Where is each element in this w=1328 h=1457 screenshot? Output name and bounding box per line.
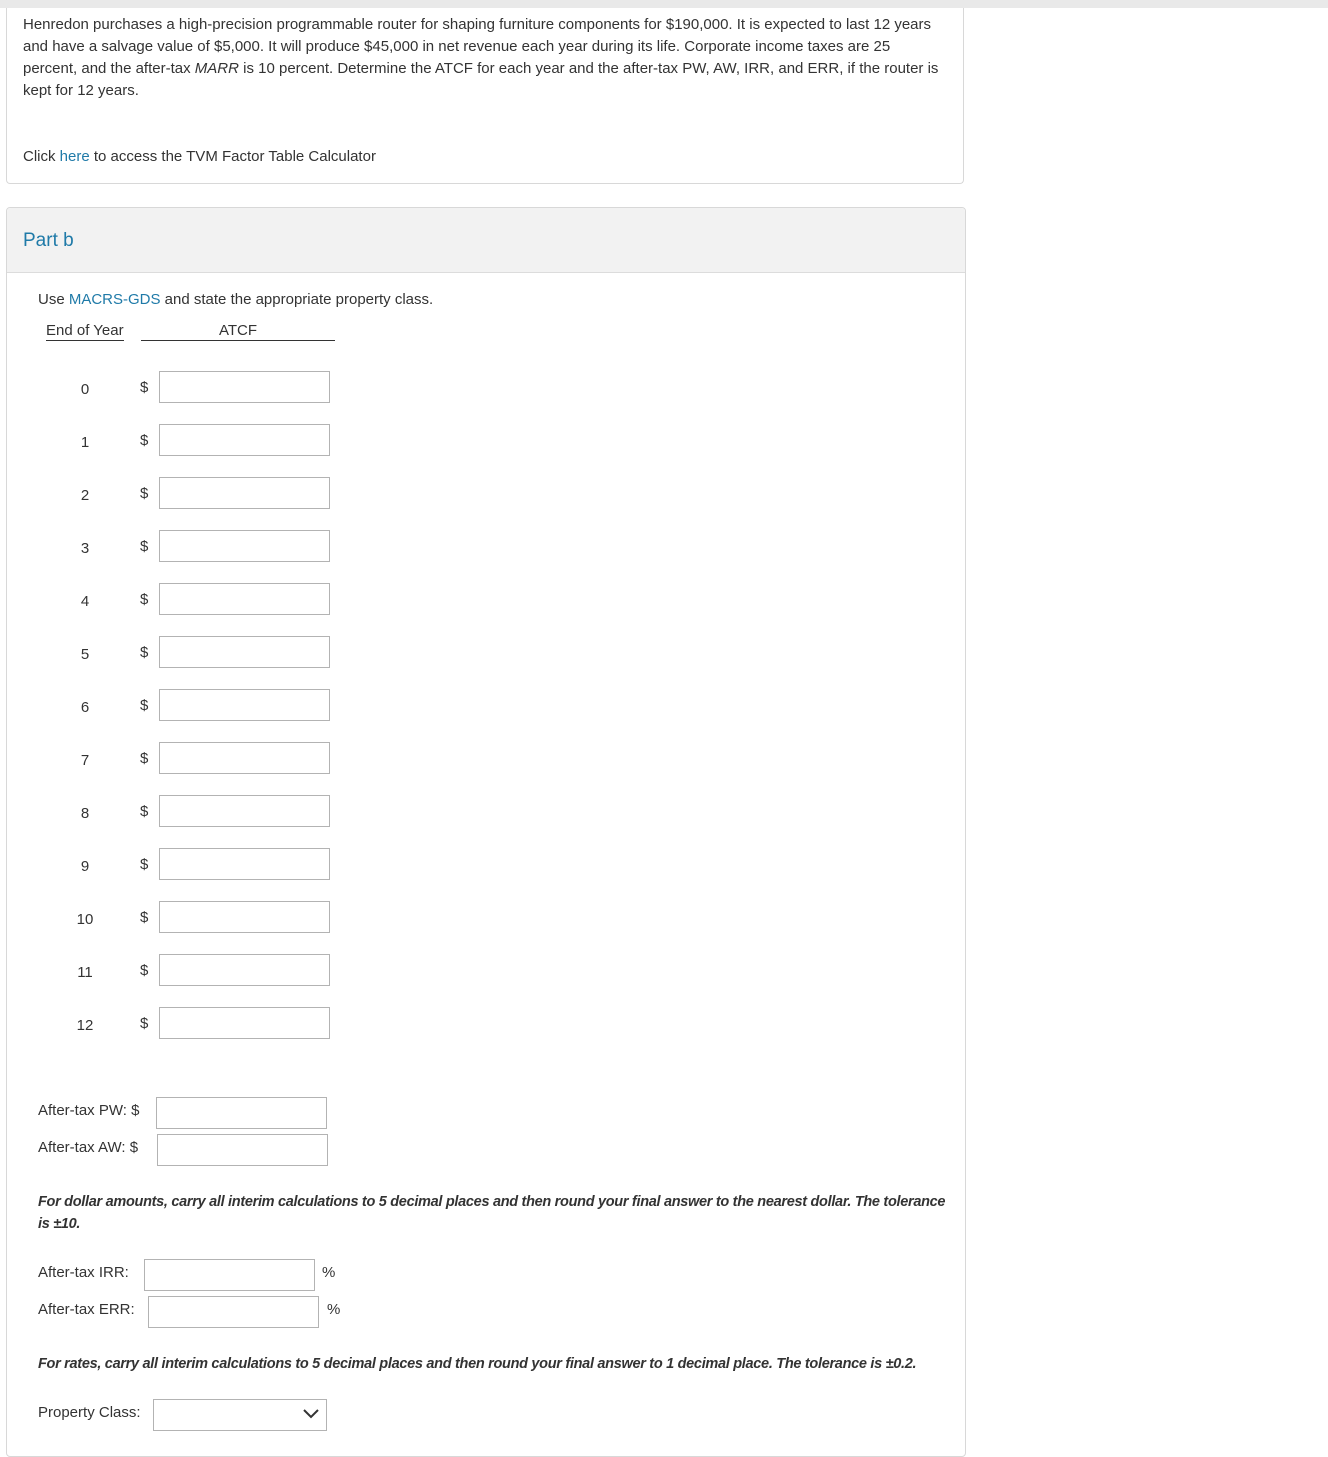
atcf-row: [7, 371, 407, 424]
after-tax-irr-input[interactable]: [144, 1259, 315, 1291]
dollar-sign: $: [140, 750, 149, 767]
dollar-sign: $: [140, 538, 149, 555]
year-label: 8: [80, 805, 90, 822]
year-label: 10: [76, 911, 94, 928]
question-text-part-2: is 10 percent. Determine the ATCF for each year and the after-tax PW, AW, IRR, and ERR, if the router is kept for 12 years.: [23, 60, 939, 99]
question-text: [23, 14, 943, 102]
atcf-input-year-10[interactable]: [159, 901, 330, 933]
atcf-row: [7, 530, 407, 583]
after-tax-err-input[interactable]: [148, 1296, 319, 1328]
dollar-sign: $: [140, 697, 149, 714]
instr-prefix: Use: [38, 291, 69, 308]
atcf-input-year-7[interactable]: [159, 742, 330, 774]
year-label: 4: [80, 593, 90, 610]
property-class-label: Property Class:: [38, 1404, 141, 1421]
column-header-atcf: ATCF: [141, 322, 335, 341]
atcf-row: [7, 795, 407, 848]
atcf-input-year-2[interactable]: [159, 477, 330, 509]
year-label: 2: [80, 487, 90, 504]
after-tax-irr-label: After-tax IRR:: [38, 1264, 129, 1281]
year-label: 6: [80, 699, 90, 716]
year-label: 9: [80, 858, 90, 875]
tvm-suffix: to access the TVM Factor Table Calculator: [89, 148, 376, 165]
atcf-row: [7, 689, 407, 742]
atcf-input-year-3[interactable]: [159, 530, 330, 562]
year-label: 12: [76, 1017, 94, 1034]
irr-percent-sign: %: [322, 1264, 336, 1281]
after-tax-pw-input[interactable]: [156, 1097, 327, 1129]
after-tax-pw-label: After-tax PW: $: [38, 1102, 140, 1119]
rate-rounding-note: For rates, carry all interim calculations to 5 decimal places and then round your final answer to 1 decimal place. The tolerance is ±0.2.: [38, 1356, 917, 1372]
atcf-row: [7, 424, 407, 477]
atcf-row: [7, 848, 407, 901]
year-label: 5: [80, 646, 90, 663]
tvm-prefix: Click: [23, 148, 60, 165]
atcf-row: [7, 1007, 407, 1060]
after-tax-err-label: After-tax ERR:: [38, 1301, 135, 1318]
dollar-sign: $: [140, 962, 149, 979]
macrs-gds-link[interactable]: MACRS-GDS: [68, 291, 161, 308]
column-header-end-of-year: End of Year: [46, 322, 124, 339]
err-percent-sign: %: [327, 1301, 341, 1318]
year-label: 7: [80, 752, 90, 769]
dollar-sign: $: [140, 485, 149, 502]
atcf-input-year-12[interactable]: [159, 1007, 330, 1039]
instr-suffix: and state the appropriate property class.: [160, 291, 434, 308]
atcf-row: [7, 583, 407, 636]
tvm-line: [23, 148, 376, 165]
part-title: Part b: [23, 230, 74, 251]
dollar-sign: $: [140, 1015, 149, 1032]
top-bar: [0, 0, 1328, 8]
dollar-sign: $: [140, 591, 149, 608]
atcf-input-year-0[interactable]: [159, 371, 330, 403]
atcf-input-year-8[interactable]: [159, 795, 330, 827]
part-instructions: [38, 291, 433, 308]
atcf-row: [7, 477, 407, 530]
after-tax-aw-input[interactable]: [157, 1134, 328, 1166]
dollar-sign: $: [140, 379, 149, 396]
property-class-select[interactable]: [153, 1399, 327, 1431]
marr-term: MARR: [194, 60, 239, 77]
question-text-part-1: Henredon purchases a high-precision programmable router for shaping furniture components for $190,000. It is expected to last 12 years and have a salvage value of $5,000. It will produce $45,000 in net revenue each year during its life. Corporate income taxes are 25 percent, and the after-tax: [23, 16, 932, 77]
atcf-input-year-5[interactable]: [159, 636, 330, 668]
dollar-rounding-note: For dollar amounts, carry all interim calculations to 5 decimal places and then round your final answer to the nearest dollar. The tolerance is ±10.: [38, 1194, 946, 1232]
atcf-input-year-1[interactable]: [159, 424, 330, 456]
part-b-card: [6, 207, 966, 1457]
dollar-sign: $: [140, 644, 149, 661]
year-label: 0: [80, 381, 90, 398]
atcf-input-year-9[interactable]: [159, 848, 330, 880]
dollar-sign: $: [140, 803, 149, 820]
atcf-row: [7, 742, 407, 795]
dollar-sign: $: [140, 432, 149, 449]
atcf-row: [7, 901, 407, 954]
dollar-sign: $: [140, 856, 149, 873]
atcf-input-year-4[interactable]: [159, 583, 330, 615]
year-label: 1: [80, 434, 90, 451]
tvm-calculator-link[interactable]: here: [59, 148, 90, 165]
year-label: 3: [80, 540, 90, 557]
part-header: [7, 208, 965, 273]
atcf-input-year-6[interactable]: [159, 689, 330, 721]
atcf-input-year-11[interactable]: [159, 954, 330, 986]
dollar-sign: $: [140, 909, 149, 926]
atcf-table: [7, 371, 407, 1060]
after-tax-aw-label: After-tax AW: $: [38, 1139, 139, 1156]
atcf-row: [7, 636, 407, 689]
chevron-down-icon: [302, 1407, 320, 1421]
year-label: 11: [77, 964, 93, 981]
atcf-row: [7, 954, 407, 1007]
question-card: [6, 8, 964, 184]
